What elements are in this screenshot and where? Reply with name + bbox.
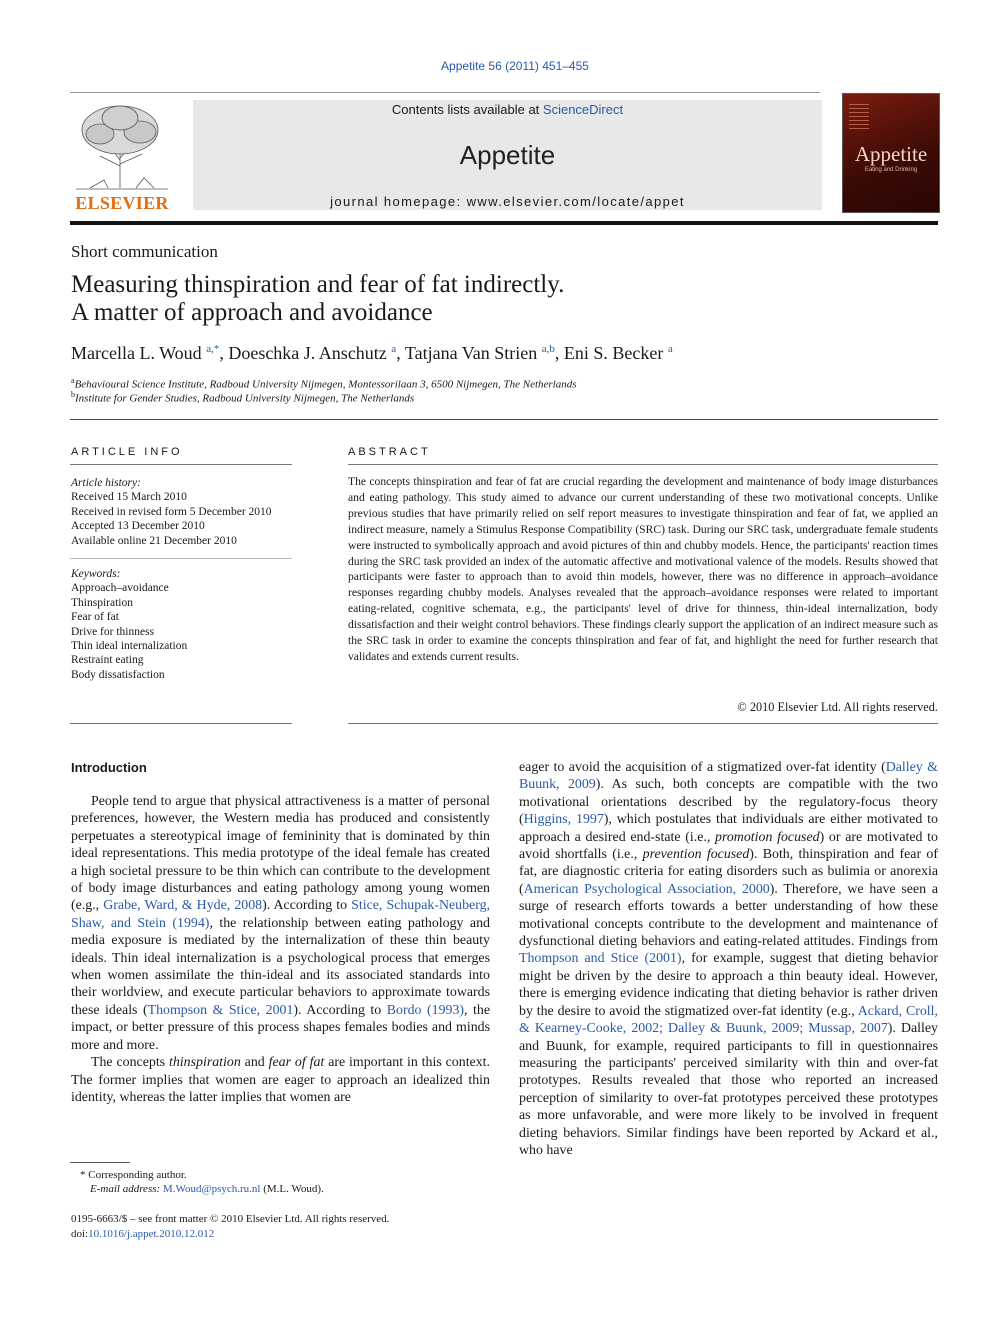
cover-decoration (849, 104, 869, 132)
homepage-prefix: journal homepage: (330, 194, 467, 209)
citation-link[interactable]: Thompson & Stice, 2001 (147, 1002, 294, 1018)
italic-term: fear of fat (268, 1055, 325, 1071)
paragraph (71, 1054, 490, 1106)
title-line-2: A matter of approach and avoidance (71, 299, 433, 326)
history-item: Accepted 13 December 2010 (71, 520, 205, 533)
header-thick-divider (70, 221, 938, 225)
email-note (90, 1182, 324, 1196)
author-affil-mark[interactable]: a,b (541, 343, 555, 355)
journal-name: Appetite (459, 140, 556, 170)
text-run: , the relationship between eating pathology and media exposure is mediated by the internalization of these thin beauty ideals. Thin ideal internalization is a psychological process that emerges when women assimilate the thin-ideal and its associated standards into their worldview, and execute particular behaviors to approximate towards these ideals ( (71, 915, 490, 1018)
elsevier-logo (70, 100, 174, 214)
text-run: ). Dalley and Buunk, for example, required participants to fill in questionnaires measuring the participants' perceived similarity with thin and over-fat prototypes. Results revealed that those who reported an increased perception of similarity to over-fat prototypes perceived these prototypes as more unfavorable, and were more likely to be involved in frequent dieting behaviors. Similar findings have been reported by Ackard et al., who have (519, 1021, 938, 1158)
text-run: ). As such, both concepts are compatible with the two motivational orientations described by the regulatory-focus theory ( (519, 777, 939, 828)
author-list (71, 343, 931, 364)
citation-link[interactable]: Bordo (1993) (386, 1002, 465, 1018)
article-type: Short communication (71, 242, 218, 261)
contents-line (193, 102, 822, 117)
keyword: Drive for thinness (71, 625, 155, 638)
journal-homepage (193, 194, 822, 209)
elsevier-tree-icon (70, 100, 174, 192)
cover-title: Appetite (854, 142, 928, 166)
issn-line: 0195-6663/$ – see front matter © 2010 Elsevier Ltd. All rights reserved. (71, 1213, 390, 1225)
text-run: ), which postulates that individuals are either motivated to approach a desired end-state (i.e., (519, 812, 938, 845)
body-right-column (519, 759, 938, 1159)
doi-link[interactable]: 10.1016/j.appet.2010.12.012 (88, 1228, 215, 1240)
paragraph (71, 793, 490, 1054)
affiliation-text: Institute for Gender Studies, Radboud University Nijmegen, The Netherlands (75, 392, 415, 405)
citation-link[interactable]: Higgins, 1997 (523, 812, 604, 828)
citation-link[interactable]: Dalley & Buunk, 2009 (519, 760, 938, 793)
article-info-heading: ARTICLE INFO (71, 446, 183, 458)
body-left-column (71, 793, 490, 1106)
sciencedirect-link[interactable]: ScienceDirect (542, 102, 624, 117)
homepage-url[interactable]: www.elsevier.com/locate/appet (466, 194, 685, 209)
abstract-heading: ABSTRACT (348, 446, 431, 458)
article-history (71, 476, 293, 548)
author-affil-mark[interactable]: a (391, 343, 397, 355)
author-name: Marcella L. Woud (71, 343, 202, 363)
footnote-divider (70, 1162, 130, 1163)
email-link[interactable]: M.Woud@psych.ru.nl (162, 1183, 261, 1195)
citation-link[interactable]: Thompson and Stice (2001) (519, 951, 682, 967)
text-run: ). Therefore, we have seen a surge of research efforts towards a better understanding of how these motivational concepts contribute to the development and maintenance of dysfunctional dieting behaviors and eating-related attitudes. Findings from (519, 881, 939, 950)
text-run: eager to avoid the acquisition of a stigmatized over-fat identity ( (519, 760, 886, 775)
author-name: Eni S. Becker (563, 343, 664, 363)
footnote-mark: * (80, 1169, 86, 1181)
history-item: Received 15 March 2010 (71, 491, 187, 504)
text-run: People tend to argue that physical attractiveness is a matter of personal preferences, however, the Western media has produced and consistently perpetuates a stereotypical image of femininity that is dominated by thin ideal representations. This media prototype of the ideal female has created a high societal pressure to be thin which can contribute to the development of body image disturbances and eating pathology among young women (e.g., (71, 794, 490, 914)
email-suffix: (M.L. Woud). (263, 1183, 324, 1195)
italic-term: thinspiration (169, 1055, 241, 1071)
history-item: Received in revised form 5 December 2010 (71, 505, 272, 518)
keyword: Fear of fat (71, 611, 119, 624)
journal-citation[interactable]: Appetite 56 (2011) 451–455 (441, 59, 589, 73)
text-run: are important in this context. The former implies that women are eager to approach an idealized thin identity, whereas the latter implies that women are (71, 1055, 490, 1105)
italic-term: prevention focused (642, 847, 750, 863)
author-separator: , (219, 343, 229, 363)
journal-cover-thumbnail[interactable] (842, 93, 940, 213)
text-run: and (240, 1055, 269, 1071)
affiliation-a (71, 376, 577, 391)
abstract-bottom-divider (348, 723, 938, 724)
keyword: Thin ideal internalization (71, 640, 188, 653)
citation-link[interactable]: Stice, Schupak-Neuberg, Shaw, and Stein (1994) (71, 898, 490, 931)
keyword: Body dissatisfaction (71, 668, 165, 681)
abstract-text: The concepts thinspiration and fear of fat are crucial regarding the development and maintenance of body image disturbances and eating pathology. This study aimed to advance our current understanding of these two motivational concepts. Unlike previous studies that have primarily relied on self report measures to investigate thinspiration and fear of fat, we applied an indirect measure, namely a Stimulus Response Compatibility (SRC) task. During our SRC task, undergraduate female students were instructed to symbolically approach and avoid pictures of thin and chubby models. Hence, the participants' reaction times during the SRC task provided an index of the automatic affective and motivational valence of the models. Results showed that participants were faster to approach than to avoid thin models, however, there was no difference in approach–avoidance responses regarding chubby models. Analyses revealed that the approach–avoidance responses were related to important eating-related, cognitive schemata, e.g., the participants' level of drive for thinness, thin-ideal internalization, body dissatisfaction and their weight control behaviors. These findings clearly support the application of an indirect measure such as the SRC task in order to examine the concepts thinspiration and fear of fat, and highlight the need for further research that validates and extends current results. (348, 475, 938, 663)
doi-prefix: doi: (71, 1228, 89, 1240)
text-run: , for example, suggest that dieting behavior might be driven by the desire to approach a thin beauty ideal. However, there is emerging evidence indicating that dieting behavior is rather driven by the desire to avoid the stigmatized over-fat identity (e.g., (519, 951, 938, 1019)
text-run: ). Both, thinspiration and fear of fat, are diagnostic criteria for eating disorders such as bulimia or anorexia ( (519, 847, 938, 897)
keyword: Thinspiration (71, 596, 133, 609)
author-affil-mark[interactable]: a,* (206, 343, 220, 355)
keyword: Restraint eating (71, 654, 144, 667)
author-affil-mark[interactable]: a (667, 343, 673, 355)
affiliation-mark: a (71, 376, 75, 385)
citation-link[interactable]: Ackard, Croll, & Kearney-Cooke, 2002; Dalley & Buunk, 2009; Mussap, 2007 (519, 1003, 938, 1037)
text-run: ). According to (262, 898, 352, 914)
author-separator: , (396, 343, 405, 363)
text-run: , the impact, or better pressure of this process shapes females bodies and minds more and more. (71, 1002, 490, 1053)
affiliation-mark: b (71, 390, 75, 399)
citation-link[interactable]: American Psychological Association, 2000 (523, 881, 770, 897)
contents-prefix: Contents lists available at (391, 102, 543, 117)
header-divider (70, 92, 820, 93)
keywords (71, 567, 293, 682)
text-run: ) or are motivated to avoid shortfalls (i.e., (519, 829, 938, 863)
history-label: Article history: (71, 477, 141, 489)
keywords-label: Keywords: (71, 568, 121, 580)
footnote-text: Corresponding author. (88, 1169, 187, 1181)
doi-line (71, 1227, 214, 1241)
title-line-1: Measuring thinspiration and fear of fat indirectly. (71, 271, 565, 298)
italic-term: promotion focused (715, 829, 820, 845)
text-run: The concepts (91, 1055, 169, 1071)
affiliation-text: Behavioural Science Institute, Radboud University Nijmegen, Montessorilaan 3, 6500 Nijmegen, The Netherlands (74, 378, 577, 391)
article-info-divider (70, 464, 292, 465)
abstract-divider (348, 464, 938, 465)
keywords-divider (70, 558, 292, 559)
author-separator: , (554, 343, 564, 363)
citation-link[interactable]: Grabe, Ward, & Hyde, 2008 (103, 898, 263, 914)
paragraph (519, 759, 938, 1159)
elsevier-wordmark: ELSEVIER (75, 193, 169, 213)
author-name: Doeschka J. Anschutz (228, 343, 387, 363)
history-item: Available online 21 December 2010 (71, 534, 237, 547)
author-name: Tatjana Van Strien (404, 343, 538, 363)
corresponding-author-note (80, 1168, 187, 1182)
cover-subtitle: Eating and Drinking (864, 167, 918, 173)
title-divider (70, 419, 938, 420)
keyword: Approach–avoidance (71, 582, 169, 595)
abstract-copyright: © 2010 Elsevier Ltd. All rights reserved. (737, 700, 938, 714)
text-run: ). According to (293, 1002, 387, 1018)
affiliation-b (71, 390, 414, 405)
article-title (71, 271, 931, 327)
article-info-bottom-divider (70, 723, 292, 724)
email-label: E-mail address: (90, 1183, 161, 1195)
introduction-heading: Introduction (71, 760, 147, 775)
